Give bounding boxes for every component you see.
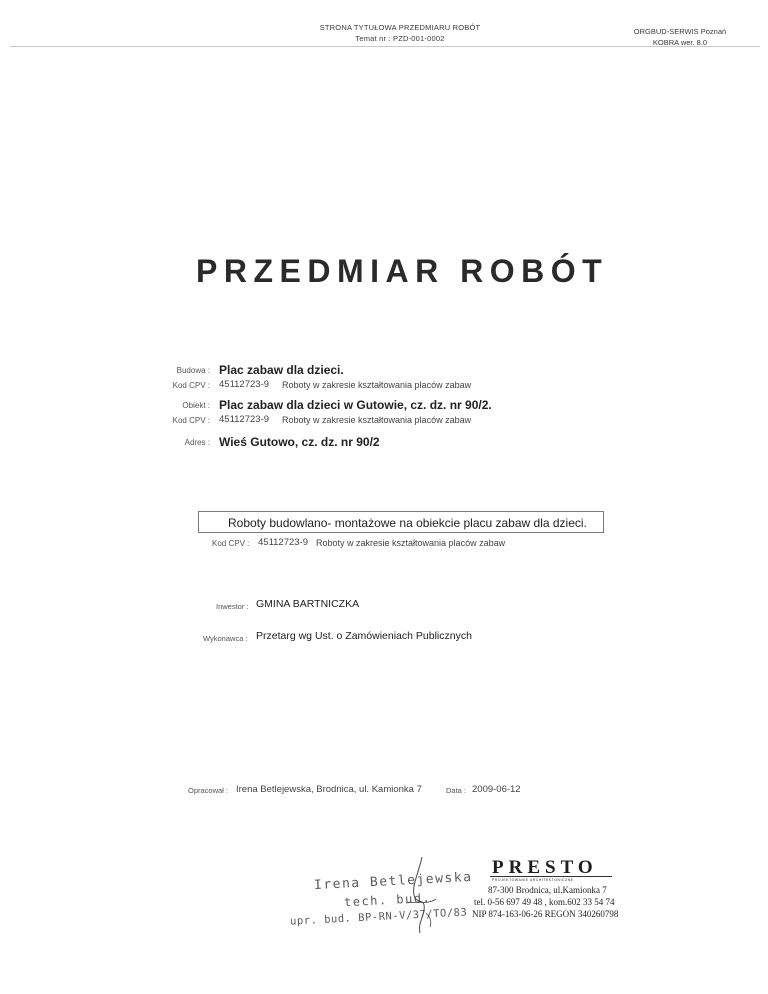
header-title: STRONA TYTUŁOWA PRZEDMIARU ROBÓT (319, 23, 481, 32)
presto-address: 87-300 Brodnica, ul.Kamionka 7 (488, 885, 607, 895)
obiekt-value: Plac zabaw dla dzieci w Gutowie, cz. dz. nr 90/2. (219, 398, 492, 412)
roboty-cpv-code: 45112723-9 (258, 537, 309, 548)
obiekt-cpv-code: 45112723-9 (219, 414, 270, 425)
budowa-label: Budowa : (176, 366, 210, 375)
opracowal-value: Irena Betlejewska, Brodnica, ul. Kamionka 7 (236, 784, 422, 795)
budowa-cpv-code: 45112723-9 (219, 379, 270, 390)
wykonawca-label: Wykonawca : (203, 634, 248, 643)
document-title: PRZEDMIAR ROBÓT (196, 253, 609, 289)
roboty-cpv-label: Kod CPV : (212, 539, 250, 548)
obiekt-label: Obiekt : (182, 401, 210, 410)
wykonawca-value: Przetarg wg Ust. o Zamówieniach Publicznych (256, 630, 472, 642)
inwestor-value: GMINA BARTNICZKA (256, 598, 360, 610)
header-topic: Temat nr : PZD-001-0002 (355, 34, 445, 43)
page-header-right (600, 26, 760, 48)
presto-ids: NIP 874-163-06-26 REGON 340260798 (472, 909, 619, 919)
budowa-cpv-label: Kod CPV : (172, 381, 210, 390)
stamp-name: Irena Betlejewska (313, 869, 473, 894)
data-label: Data : (446, 786, 467, 795)
budowa-cpv-desc: Roboty w zakresie kształtowania placów zabaw (282, 380, 472, 390)
stamp-license: upr. bud. BP-RN-V/37/TO/83 (289, 906, 468, 928)
stamp-title: tech. bud. (343, 890, 432, 910)
inwestor-label: Inwestor : (216, 602, 249, 611)
presto-phone: tel. 0-56 697 49 48 , kom.602 33 54 74 (474, 897, 615, 907)
obiekt-cpv-desc: Roboty w zakresie kształtowania placów zabaw (282, 415, 472, 425)
data-value: 2009-06-12 (472, 784, 521, 795)
adres-label: Adres : (184, 438, 210, 447)
roboty-title: Roboty budowlano- montażowe na obiekcie placu zabaw dla dzieci. (228, 516, 587, 530)
header-company: ORGBUD-SERWIS Poznań (633, 27, 727, 36)
header-version: KOBRA wer. 8.0 (652, 38, 708, 47)
presto-logo: PRESTO (492, 857, 598, 878)
roboty-cpv-desc: Roboty w zakresie kształtowania placów zabaw (316, 538, 506, 548)
budowa-value: Plac zabaw dla dzieci. (219, 363, 344, 377)
presto-logo-rule (490, 876, 612, 877)
presto-tagline: PROJEKTOWANIE ARCHITEKTONICZNE (492, 878, 574, 882)
adres-value: Wieś Gutowo, cz. dz. nr 90/2 (219, 435, 380, 449)
page-header-center (250, 22, 550, 44)
header-divider (10, 46, 760, 47)
handwritten-signature (396, 855, 446, 935)
opracowal-label: Opracował : (188, 786, 229, 795)
obiekt-cpv-label: Kod CPV : (172, 416, 210, 425)
